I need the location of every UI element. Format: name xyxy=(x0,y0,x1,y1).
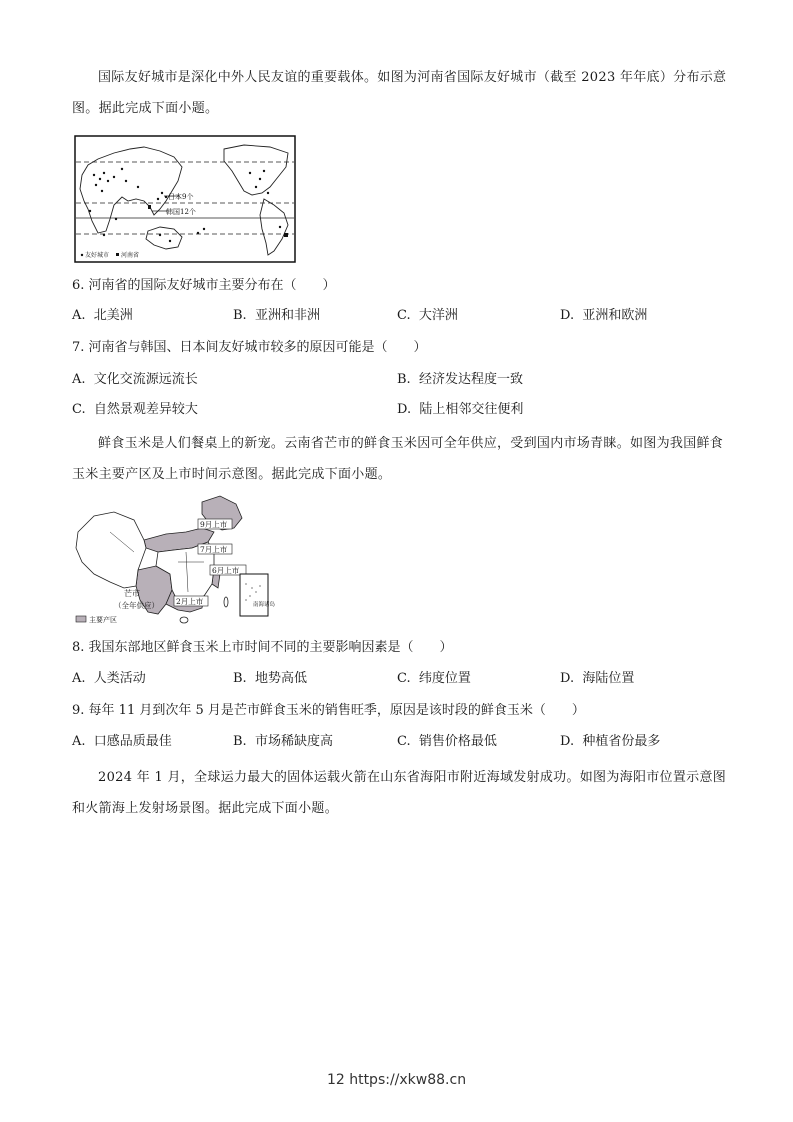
china-corn-map xyxy=(74,492,280,626)
option-c[interactable]: C. 自然景观差异较大 xyxy=(72,402,198,417)
page-footer[interactable]: 12 https://xkw88.cn xyxy=(326,1072,467,1088)
question-9-options xyxy=(72,732,734,752)
option-b[interactable]: B. 经济发达程度一致 xyxy=(397,372,523,387)
section1-intro: 国际友好城市是深化中外人民友谊的重要载体。如图为河南省国际友好城市（截至 2023 年年底）分布示意图。据此完成下面小题。 xyxy=(72,70,727,116)
question-7 xyxy=(72,338,734,358)
option-c[interactable]: C. 纬度位置 xyxy=(397,671,471,686)
option-a[interactable]: A. 口感品质最佳 xyxy=(72,734,172,749)
question-8 xyxy=(72,638,734,658)
japan-count-label: 日本9个 xyxy=(168,193,194,201)
option-b[interactable]: B. 市场稀缺度高 xyxy=(233,734,333,749)
korea-count-label: 韩国12个 xyxy=(166,208,196,216)
question-number: 9. xyxy=(72,703,85,718)
question-6-options xyxy=(72,306,734,326)
section2-intro: 鲜食玉米是人们餐桌上的新宠。云南省芒市的鲜食玉米因可全年供应，受到国内市场青睐。如图为我国鲜食玉米主要产区及上市时间示意图。据此完成下面小题。 xyxy=(72,436,724,482)
question-stem: 河南省与韩国、日本间友好城市较多的原因可能是（ ） xyxy=(88,340,427,355)
question-stem: 每年 11 月到次年 5 月是芒市鲜食玉米的销售旺季，原因是该时段的鲜食玉米（ ） xyxy=(88,703,585,718)
option-d[interactable]: D. 种植省份最多 xyxy=(560,734,661,749)
option-d[interactable]: D. 亚洲和欧洲 xyxy=(560,308,648,323)
legend-henan: 河南省 xyxy=(121,252,140,259)
option-b[interactable]: B. 地势高低 xyxy=(233,671,307,686)
question-8-options xyxy=(72,669,734,689)
question-9 xyxy=(72,701,734,721)
legend-friend-city: 友好城市 xyxy=(85,252,110,259)
legend-main-area: 主要产区 xyxy=(89,616,117,624)
question-6 xyxy=(72,276,734,296)
question-number: 8. xyxy=(72,640,85,655)
world-friend-cities-map xyxy=(74,135,296,263)
question-number: 7. xyxy=(72,340,85,355)
inset-label: 南海诸岛 xyxy=(253,602,276,608)
option-c[interactable]: C. 大洋洲 xyxy=(397,308,458,323)
question-7-options-row1 xyxy=(72,370,734,390)
option-a[interactable]: A. 北美洲 xyxy=(72,308,133,323)
label-mangshi-note: （全年供应） xyxy=(114,601,159,610)
option-d[interactable]: D. 海陆位置 xyxy=(560,671,635,686)
question-stem: 河南省的国际友好城市主要分布在（ ） xyxy=(88,278,336,293)
label-east-6: 6月上市 xyxy=(212,566,240,575)
question-stem: 我国东部地区鲜食玉米上市时间不同的主要影响因素是（ ） xyxy=(88,640,453,655)
question-7-options-row2 xyxy=(72,400,734,420)
label-north-7: 7月上市 xyxy=(200,545,228,554)
label-mangshi: 芒市 xyxy=(124,589,140,598)
section3-intro: 2024 年 1 月，全球运力最大的固体运载火箭在山东省海阳市附近海域发射成功。如图为海阳市位置示意图和火箭海上发射场景图。据此完成下面小题。 xyxy=(72,770,727,816)
question-number: 6. xyxy=(72,278,85,293)
china-map-graphic xyxy=(74,492,280,626)
option-d[interactable]: D. 陆上相邻交往便利 xyxy=(397,402,524,417)
option-b[interactable]: B. 亚洲和非洲 xyxy=(233,308,320,323)
label-south-2: 2月上市 xyxy=(176,597,204,606)
option-a[interactable]: A. 人类活动 xyxy=(72,671,146,686)
option-a[interactable]: A. 文化交流源远流长 xyxy=(72,372,198,387)
world-map-graphic xyxy=(74,135,296,263)
option-c[interactable]: C. 销售价格最低 xyxy=(397,734,497,749)
label-northeast-9: 9月上市 xyxy=(200,520,228,529)
